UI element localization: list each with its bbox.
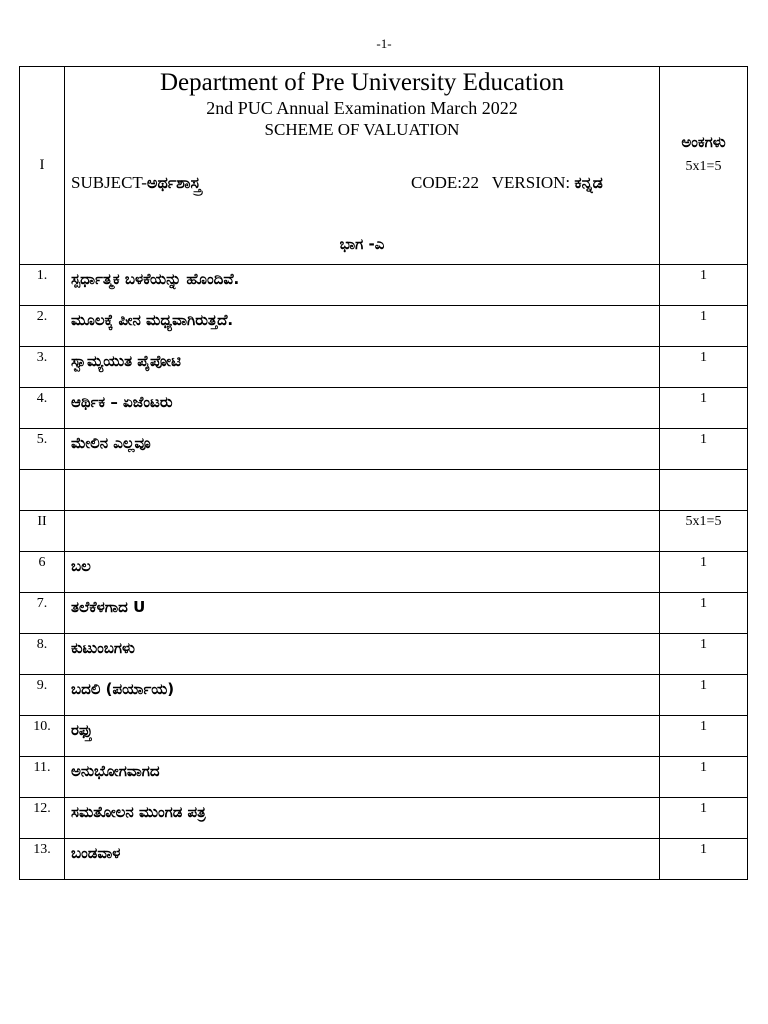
question-number: 3. xyxy=(20,347,65,388)
marks: 1 xyxy=(660,675,748,716)
table-row xyxy=(20,306,748,347)
marks: 1 xyxy=(660,388,748,429)
exam-title: 2nd PUC Annual Examination March 2022 xyxy=(206,98,518,118)
table-row xyxy=(20,634,748,675)
answer: ಮೇಲಿನ ಎಲ್ಲವೂ xyxy=(65,429,660,470)
answer: ಅನುಭೋಗವಾಗದ xyxy=(65,757,660,798)
marks: 1 xyxy=(660,716,748,757)
marks-total: 5x1=5 xyxy=(660,511,748,552)
version-label: VERSION: xyxy=(491,173,571,192)
question-number: 5. xyxy=(20,429,65,470)
marks: 1 xyxy=(660,552,748,593)
question-number: 13. xyxy=(20,839,65,880)
question-number: 12. xyxy=(20,798,65,839)
table-row xyxy=(20,675,748,716)
subject-label: SUBJECT- xyxy=(71,173,147,192)
code-label: CODE:22 xyxy=(411,173,479,192)
question-number: 2. xyxy=(20,306,65,347)
subject-value: ಅರ್ಥಶಾಸ್ತ್ರ xyxy=(146,173,201,192)
question-number: 4. xyxy=(20,388,65,429)
marks-heading: ಅಂಕಗಳು xyxy=(681,133,726,151)
question-number: 9. xyxy=(20,675,65,716)
page-number: -1- xyxy=(376,36,392,51)
question-number: 8. xyxy=(20,634,65,675)
marks-header-cell xyxy=(660,67,748,265)
subject-line xyxy=(71,173,201,193)
answer: ಬದಲಿ (ಪರ್ಯಾಯ) xyxy=(65,675,660,716)
answer: ತಲೆಕೆಳಗಾದ U xyxy=(65,593,660,634)
scheme-title: SCHEME OF VALUATION xyxy=(264,120,460,139)
table-row xyxy=(20,839,748,880)
table-row xyxy=(20,552,748,593)
marks: 1 xyxy=(660,634,748,675)
code-version-line xyxy=(411,173,603,193)
answer: ಮೂಲಕ್ಕೆ ಪೀನ ಮಧ್ಯವಾಗಿರುತ್ತದೆ. xyxy=(65,306,660,347)
header-cell xyxy=(65,67,660,265)
marks: 1 xyxy=(660,306,748,347)
header-row xyxy=(20,67,748,265)
table-row xyxy=(20,429,748,470)
table-row xyxy=(20,388,748,429)
section-number: I xyxy=(20,67,65,265)
marks: 1 xyxy=(660,593,748,634)
answer: ಬಂಡವಾಳ xyxy=(65,839,660,880)
marks: 1 xyxy=(660,798,748,839)
part-heading: ಭಾಗ -ಎ xyxy=(339,235,385,253)
section-number: II xyxy=(20,511,65,552)
marks: 1 xyxy=(660,757,748,798)
question-number: 7. xyxy=(20,593,65,634)
version-value: ಕನ್ನಡ xyxy=(574,173,603,192)
table-row xyxy=(20,716,748,757)
answer: ಬಲ xyxy=(65,552,660,593)
marks: 1 xyxy=(660,429,748,470)
answer: ಸಮತೋಲನ ಮುಂಗಡ ಪತ್ರ xyxy=(65,798,660,839)
table-row xyxy=(20,757,748,798)
table-row xyxy=(20,798,748,839)
department-title: Department of Pre University Education xyxy=(159,69,565,96)
marks: 1 xyxy=(660,839,748,880)
section-header-row xyxy=(20,511,748,552)
answer: ಆರ್ಥಿಕ – ಏಜೆಂಟರು xyxy=(65,388,660,429)
question-number: 11. xyxy=(20,757,65,798)
marks: 1 xyxy=(660,347,748,388)
table-row xyxy=(20,265,748,306)
empty-row xyxy=(20,470,748,511)
marks-total: 5x1=5 xyxy=(685,159,722,174)
answer: ರಫ್ತು xyxy=(65,716,660,757)
question-number: 6 xyxy=(20,552,65,593)
question-number: 1. xyxy=(20,265,65,306)
answer: ಕುಟುಂಬಗಳು xyxy=(65,634,660,675)
table-row xyxy=(20,593,748,634)
question-number: 10. xyxy=(20,716,65,757)
valuation-table xyxy=(19,66,748,880)
table-row xyxy=(20,347,748,388)
answer: ಸ್ವಾಮ್ಯಯುತ ಪೈಪೋಟಿ xyxy=(65,347,660,388)
marks: 1 xyxy=(660,265,748,306)
answer: ಸ್ಪರ್ಧಾತ್ಮಕ ಬಳಕೆಯನ್ನು ಹೊಂದಿವೆ. xyxy=(65,265,660,306)
